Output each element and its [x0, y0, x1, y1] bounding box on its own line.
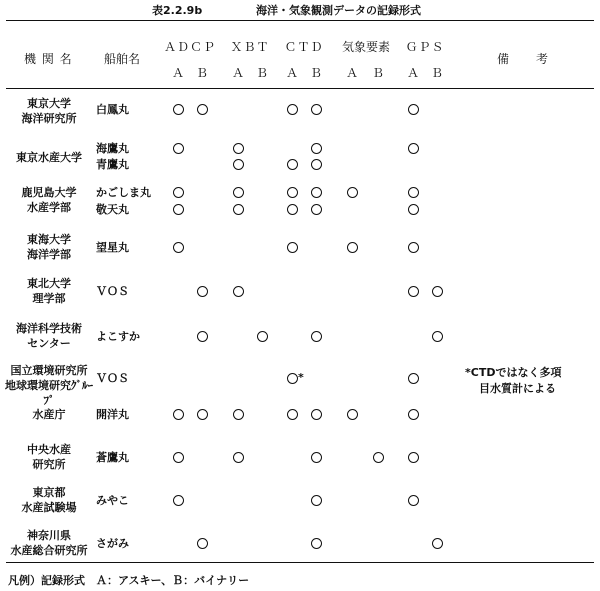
record-mark-gps-a	[408, 286, 419, 297]
subheader-gps-b: Ｂ	[430, 66, 443, 80]
ship-name: よこすか	[96, 329, 140, 343]
ship-name: みやこ	[96, 493, 129, 507]
ship-name: ＶＯＳ	[96, 371, 129, 385]
institution-name-line: 東京水産大学	[16, 150, 82, 164]
record-mark-ctd-a	[287, 373, 298, 384]
header-institution: 機 関 名	[24, 52, 73, 66]
record-mark-adcp-b	[197, 409, 208, 420]
record-mark-xbt-a	[233, 452, 244, 463]
record-mark-ctd-b	[311, 143, 322, 154]
institution-name-line: 東京都	[32, 486, 66, 499]
header-ctd: ＣＴＤ	[284, 40, 324, 54]
record-mark-adcp-a	[173, 409, 184, 420]
record-mark-gps-b	[432, 538, 443, 549]
subheader-ctd-a: Ａ	[285, 66, 298, 80]
table-caption: 海洋・気象観測データの記録形式	[256, 4, 421, 17]
record-mark-xbt-a	[233, 143, 244, 154]
header-ship: 船舶名	[104, 52, 141, 66]
record-mark-met-b	[373, 452, 384, 463]
subheader-gps-a: Ａ	[406, 66, 419, 80]
header-met: 気象要素	[341, 40, 391, 54]
record-mark-ctd-b	[311, 452, 322, 463]
record-mark-xbt-a	[233, 409, 244, 420]
record-mark-ctd-a	[287, 242, 298, 253]
record-mark-gps-a	[408, 242, 419, 253]
subheader-adcp-a: Ａ	[171, 66, 184, 80]
institution-name-line: 東京大学	[27, 97, 71, 110]
record-mark-met-a	[347, 187, 358, 198]
top-rule	[6, 20, 594, 21]
header-adcp: ＡＤＣＰ	[163, 40, 217, 54]
record-mark-ctd-a	[287, 187, 298, 198]
record-mark-ctd-a	[287, 159, 298, 170]
record-mark-ctd-b	[311, 538, 322, 549]
ship-name: 海鷹丸	[96, 141, 129, 155]
institution-name-line: 東海大学	[27, 233, 71, 246]
record-mark-adcp-a	[173, 104, 184, 115]
ship-name: ＶＯＳ	[96, 284, 129, 298]
record-mark-ctd-b	[311, 187, 322, 198]
record-mark-adcp-a	[173, 452, 184, 463]
subheader-ctd-b: Ｂ	[309, 66, 322, 80]
subheader-xbt-b: Ｂ	[255, 66, 268, 80]
record-mark-gps-b	[432, 286, 443, 297]
subheader-met-b: Ｂ	[371, 66, 384, 80]
record-mark-adcp-a	[173, 204, 184, 215]
header-xbt: ＸＢＴ	[230, 40, 270, 54]
record-mark-ctd-b	[311, 409, 322, 420]
record-mark-xbt-a	[233, 204, 244, 215]
institution-name-line: 地球環境研究ｸﾞﾙｰﾌﾟ	[5, 379, 93, 407]
ship-name: 望星丸	[96, 240, 129, 254]
record-mark-gps-a	[408, 187, 419, 198]
institution-name	[0, 276, 98, 306]
institution-name	[0, 150, 98, 165]
record-mark-ctd-b	[311, 159, 322, 170]
ship-name: かごしま丸	[96, 185, 151, 199]
ship-name: 青鷹丸	[96, 157, 129, 171]
institution-name	[0, 185, 98, 215]
legend: 凡例）記録形式 Ａ：アスキー、Ｂ：バイナリー	[8, 574, 250, 587]
record-mark-met-a	[347, 409, 358, 420]
record-mark-adcp-a	[173, 495, 184, 506]
remarks-note	[465, 365, 561, 397]
record-mark-gps-a	[408, 104, 419, 115]
record-mark-xbt-a	[233, 286, 244, 297]
institution-name-line: 理学部	[32, 292, 66, 305]
record-mark-ctd-a	[287, 409, 298, 420]
institution-name	[0, 363, 98, 408]
institution-name	[0, 321, 98, 351]
institution-name	[0, 442, 98, 472]
record-mark-gps-a	[408, 204, 419, 215]
institution-name-line: 海洋科学技術	[16, 322, 82, 335]
record-mark-xbt-b	[257, 331, 268, 342]
record-mark-ctd-a	[287, 104, 298, 115]
subheader-met-a: Ａ	[345, 66, 358, 80]
record-mark-adcp-b	[197, 286, 208, 297]
institution-name-line: 鹿児島大学	[21, 186, 77, 199]
header-gps: ＧＰＳ	[405, 40, 445, 54]
record-mark-xbt-a	[233, 159, 244, 170]
record-mark-gps-a	[408, 143, 419, 154]
record-mark-adcp-a	[173, 187, 184, 198]
institution-name	[0, 528, 98, 558]
institution-name-line: 水産学部	[27, 201, 71, 214]
record-mark-gps-b	[432, 331, 443, 342]
institution-name-line: 東北大学	[27, 277, 71, 290]
ship-name: 蒼鷹丸	[96, 450, 129, 464]
institution-name	[0, 232, 98, 262]
record-mark-ctd-b	[311, 104, 322, 115]
header-rule	[6, 88, 594, 89]
record-mark-xbt-a	[233, 187, 244, 198]
institution-name-line: 水産庁	[32, 407, 66, 421]
institution-name-line: 中央水産	[27, 443, 71, 456]
record-mark-ctd-b	[311, 204, 322, 215]
record-mark-adcp-b	[197, 331, 208, 342]
institution-name-line: センター	[27, 337, 71, 350]
table-title	[152, 2, 202, 18]
ship-name: 敬天丸	[96, 202, 129, 216]
record-mark-adcp-a	[173, 143, 184, 154]
record-mark-gps-a	[408, 452, 419, 463]
subheader-xbt-a: Ａ	[231, 66, 244, 80]
header-remarks: 備 考	[497, 52, 550, 66]
remarks-note-line: 目水質計による	[479, 382, 556, 395]
record-mark-ctd-b	[311, 331, 322, 342]
table-number: 表2.2.9b	[152, 4, 203, 17]
institution-name-line: 研究所	[32, 458, 66, 471]
record-mark-gps-a	[408, 495, 419, 506]
institution-name	[0, 407, 98, 422]
record-mark-adcp-b	[197, 104, 208, 115]
institution-name-line: 海洋学部	[27, 248, 71, 261]
ship-name: 開洋丸	[96, 407, 129, 421]
institution-name-line: 神奈川県	[27, 529, 71, 542]
institution-name-line: 海洋研究所	[21, 112, 77, 125]
record-mark-adcp-a	[173, 242, 184, 253]
institution-name-line: 国立環境研究所	[10, 364, 88, 377]
record-mark-ctd-a	[287, 204, 298, 215]
record-mark-adcp-b	[197, 538, 208, 549]
record-mark-met-a	[347, 242, 358, 253]
institution-name	[0, 96, 98, 126]
record-mark-gps-a	[408, 373, 419, 384]
institution-name	[0, 485, 98, 515]
remarks-note-line: *CTDではなく多項	[465, 366, 562, 379]
subheader-adcp-b: Ｂ	[195, 66, 208, 80]
record-mark-ctd-b	[311, 495, 322, 506]
institution-name-line: 水産試験場	[21, 501, 77, 514]
bottom-rule	[6, 562, 594, 563]
institution-name-line: 水産総合研究所	[10, 544, 88, 557]
ship-name: 白鳳丸	[96, 102, 129, 116]
ctd-note-asterisk: *	[298, 371, 304, 384]
ship-name: さがみ	[96, 536, 129, 550]
record-mark-gps-a	[408, 409, 419, 420]
